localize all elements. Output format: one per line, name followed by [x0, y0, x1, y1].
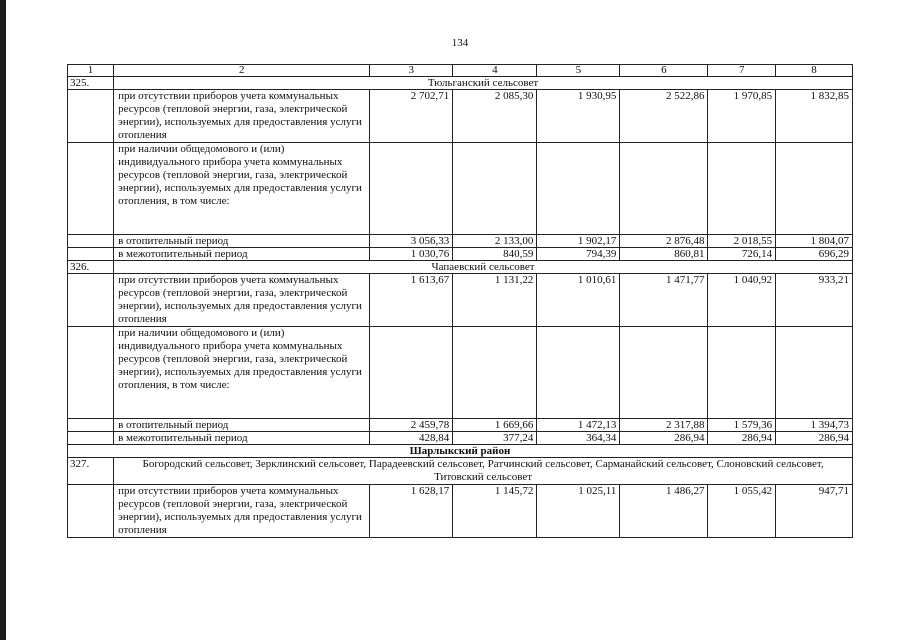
col-header: 6	[620, 65, 708, 77]
section-name: Чапаевский сельсовет	[114, 261, 853, 274]
value-cell: 377,24	[453, 432, 537, 445]
value-cell: 428,84	[370, 432, 453, 445]
value-cell	[708, 327, 776, 419]
col-header: 7	[708, 65, 776, 77]
table-row	[68, 90, 853, 143]
col-header: 1	[68, 65, 114, 77]
value-cell: 364,34	[537, 432, 620, 445]
scan-edge	[0, 0, 6, 640]
value-cell	[776, 327, 853, 419]
value-cell	[453, 327, 537, 419]
value-cell: 947,71	[776, 485, 853, 538]
row-description: при наличии общедомового и (или) индивидуального прибора учета коммунальных ресурсов (тепловой энергии, газа, электрической энергии), используемых для предоставления услуги отопления, в том числе:	[114, 327, 370, 419]
value-cell	[537, 143, 620, 235]
table-row	[68, 143, 853, 235]
value-cell: 1 394,73	[776, 419, 853, 432]
value-cell	[370, 143, 453, 235]
row-description: при отсутствии приборов учета коммунальных ресурсов (тепловой энергии, газа, электрической энергии), используемых для предоставления услуги отопления	[114, 90, 370, 143]
value-cell: 1 030,76	[370, 248, 453, 261]
value-cell: 1 970,85	[708, 90, 776, 143]
section-index: 327.	[68, 458, 114, 485]
value-cell: 1 613,67	[370, 274, 453, 327]
value-cell: 1 040,92	[708, 274, 776, 327]
section-index: 325.	[68, 77, 114, 90]
value-cell: 1 010,61	[537, 274, 620, 327]
value-cell: 2 085,30	[453, 90, 537, 143]
value-cell: 1 055,42	[708, 485, 776, 538]
value-cell: 1 628,17	[370, 485, 453, 538]
value-cell: 1 832,85	[776, 90, 853, 143]
value-cell: 286,94	[620, 432, 708, 445]
col-header: 3	[370, 65, 453, 77]
value-cell: 1 471,77	[620, 274, 708, 327]
table-row	[68, 432, 853, 445]
value-cell: 1 930,95	[537, 90, 620, 143]
value-cell	[620, 327, 708, 419]
value-cell: 860,81	[620, 248, 708, 261]
value-cell	[776, 143, 853, 235]
value-cell: 3 056,33	[370, 235, 453, 248]
col-header: 4	[453, 65, 537, 77]
value-cell: 1 131,22	[453, 274, 537, 327]
table-row	[68, 327, 853, 419]
column-number-row	[68, 65, 853, 77]
table-row	[68, 248, 853, 261]
section-header-row	[68, 77, 853, 90]
value-cell: 726,14	[708, 248, 776, 261]
value-cell: 1 902,17	[537, 235, 620, 248]
value-cell: 1 145,72	[453, 485, 537, 538]
district-header-row	[68, 445, 853, 458]
table-row	[68, 419, 853, 432]
value-cell	[370, 327, 453, 419]
section-index: 326.	[68, 261, 114, 274]
value-cell: 2 018,55	[708, 235, 776, 248]
value-cell: 1 669,66	[453, 419, 537, 432]
value-cell: 2 522,86	[620, 90, 708, 143]
value-cell: 286,94	[776, 432, 853, 445]
value-cell: 2 702,71	[370, 90, 453, 143]
row-description: при отсутствии приборов учета коммунальных ресурсов (тепловой энергии, газа, электрической энергии), используемых для предоставления услуги отопления	[114, 274, 370, 327]
row-description: при наличии общедомового и (или) индивидуального прибора учета коммунальных ресурсов (тепловой энергии, газа, электрической энергии), используемых для предоставления услуги отопления, в том числе:	[114, 143, 370, 235]
section-header-row	[68, 261, 853, 274]
row-description: в межотопительный период	[114, 432, 370, 445]
value-cell: 840,59	[453, 248, 537, 261]
row-description: в межотопительный период	[114, 248, 370, 261]
col-header: 8	[776, 65, 853, 77]
value-cell: 696,29	[776, 248, 853, 261]
section-name: Тюльганский сельсовет	[114, 77, 853, 90]
table-row	[68, 485, 853, 538]
district-name: Шарлыкский район	[68, 445, 853, 458]
tariff-table	[67, 64, 853, 538]
value-cell: 1 579,36	[708, 419, 776, 432]
col-header: 5	[537, 65, 620, 77]
value-cell: 286,94	[708, 432, 776, 445]
value-cell: 1 804,07	[776, 235, 853, 248]
value-cell: 2 876,48	[620, 235, 708, 248]
value-cell	[537, 327, 620, 419]
col-header: 2	[114, 65, 370, 77]
row-description: при отсутствии приборов учета коммунальных ресурсов (тепловой энергии, газа, электрической энергии), используемых для предоставления услуги отопления	[114, 485, 370, 538]
value-cell: 1 025,11	[537, 485, 620, 538]
value-cell: 1 486,27	[620, 485, 708, 538]
value-cell	[620, 143, 708, 235]
table-row	[68, 274, 853, 327]
value-cell: 2 133,00	[453, 235, 537, 248]
value-cell: 933,21	[776, 274, 853, 327]
value-cell	[453, 143, 537, 235]
value-cell: 2 459,78	[370, 419, 453, 432]
row-description: в отопительный период	[114, 419, 370, 432]
table-row	[68, 235, 853, 248]
value-cell	[708, 143, 776, 235]
section-name: Богородский сельсовет, Зерклинский сельсовет, Парадеевский сельсовет, Ратчинский сельсовет, Сарманайский сельсовет, Слоновский сельсовет, Титовский сельсовет	[114, 458, 853, 485]
value-cell: 1 472,13	[537, 419, 620, 432]
value-cell: 794,39	[537, 248, 620, 261]
value-cell: 2 317,88	[620, 419, 708, 432]
section-header-row	[68, 458, 853, 485]
page-number: 134	[451, 37, 469, 49]
row-description: в отопительный период	[114, 235, 370, 248]
